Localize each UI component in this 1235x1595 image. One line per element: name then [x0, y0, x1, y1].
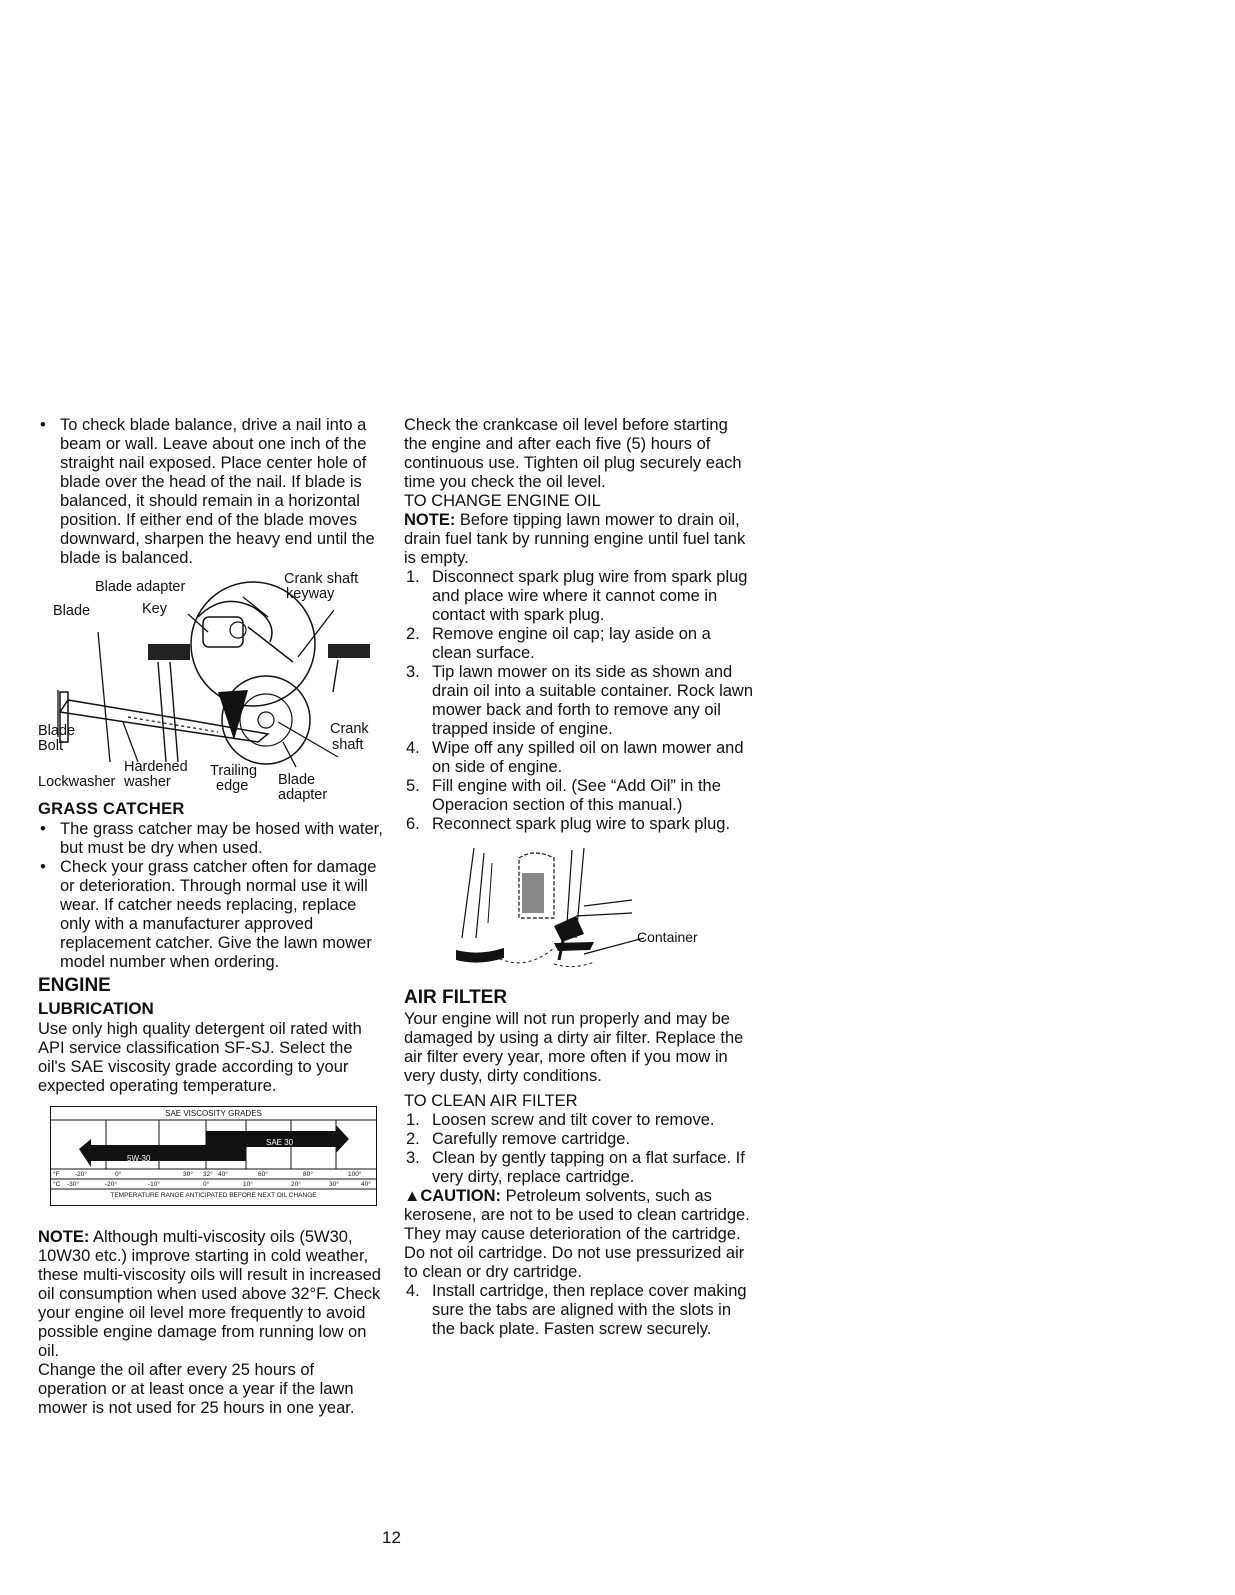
f-tick: 30° [183, 1171, 193, 1178]
c-tick: 20° [291, 1181, 301, 1188]
f-tick: 100° [348, 1171, 362, 1178]
c-tick: 10° [243, 1181, 253, 1188]
lubrication-heading: LUBRICATION [38, 999, 154, 1018]
crank-shaft-keyway-label-2: keyway [286, 586, 335, 602]
step-text: Fill engine with oil. (See “Add Oil” in the Operacion section of this manual.) [432, 777, 721, 814]
step-text: Wipe off any spilled oil on lawn mower and on side of engine. [432, 739, 744, 776]
blade-adapter-bottom-label-1: Blade [278, 772, 316, 788]
lubrication-text: Use only high quality detergent oil rated with API service classification SF-SJ. Select the oil's SAE viscosity grade according to your expected operating temperature. [38, 1020, 362, 1095]
f-tick: 0° [115, 1171, 122, 1178]
oil-step [404, 815, 754, 834]
blade-bolt-label-1: Blade [38, 723, 76, 739]
step-number: 4. [406, 1282, 420, 1300]
c-tick: 0° [203, 1181, 210, 1188]
note-label: NOTE: [38, 1228, 90, 1246]
clean-step [404, 1111, 754, 1130]
step-text: Reconnect spark plug wire to spark plug. [432, 815, 731, 833]
oil-step [404, 777, 754, 815]
step-number: 3. [406, 663, 420, 681]
hardened-washer-label-2: washer [124, 774, 171, 790]
step-number: 2. [406, 625, 420, 643]
page-number: 12 [382, 1528, 401, 1547]
caution-label: CAUTION: [420, 1187, 501, 1205]
multi-viscosity-note [38, 1228, 383, 1361]
clean-step [404, 1282, 754, 1339]
note-text: Before tipping lawn mower to drain oil, drain fuel tank by running engine until fuel tank is empty. [404, 511, 746, 567]
c-tick: 40° [361, 1181, 371, 1188]
warning-triangle-icon: ▲ [404, 1187, 421, 1205]
grass-catcher-heading: GRASS CATCHER [38, 800, 185, 818]
tipping-note [404, 511, 754, 568]
celsius-unit: °C [53, 1181, 61, 1188]
step-number: 4. [406, 739, 420, 757]
caution-text [404, 1187, 754, 1282]
blade-balance-bullet: • To check blade balance, drive a nail into a beam or wall. Leave about one inch of the straight nail exposed. Place center hole of blade over the head of the nail. If blade is balanced, it should remain in a horizontal position. If either end of the blade moves downward, sharpen the heavy end until the blade is balanced. [38, 416, 383, 568]
container-label: Container [637, 929, 698, 945]
step-text: Install cartridge, then replace cover making sure the tabs are aligned with the slots in the back plate. Fasten screw securely. [432, 1282, 747, 1338]
note-text: Although multi-viscosity oils (5W30, 10W30 etc.) improve starting in cold weather, these multi-viscosity oils will result in increased oil consumption when used above 32°F. Check your engine oil level more frequently to avoid possible engine damage from running low on oil. [38, 1228, 381, 1360]
trailing-edge-label-1: Trailing [210, 763, 258, 779]
oil-step [404, 568, 754, 625]
grass-bullet-2: • Check your grass catcher often for damage or deterioration. Through normal use it will wear. If catcher needs replacing, replace only with a manufacturer approved replacement catcher. Give the lawn mower model number when ordering. [38, 858, 383, 972]
step-number: 2. [406, 1130, 420, 1148]
step-text: Tip lawn mower on its side as shown and drain oil into a suitable container. Rock lawn mower back and forth to remove any oil trapped inside of engine. [432, 663, 754, 738]
f-tick: 32° [203, 1171, 213, 1178]
oil-step [404, 739, 754, 777]
blade-bolt-label-2: Bolt [38, 738, 63, 754]
crank-shaft-label-2: shaft [332, 737, 364, 753]
step-number: 1. [406, 568, 420, 586]
step-text: Remove engine oil cap; lay aside on a clean surface. [432, 625, 711, 662]
air-filter-heading: AIR FILTER [404, 987, 508, 1008]
fahrenheit-row [53, 1170, 373, 1179]
step-text: Disconnect spark plug wire from spark plug and place wire where it cannot come in contact with spark plug. [432, 568, 748, 624]
fahrenheit-unit: °F [53, 1171, 60, 1178]
trailing-edge-label-2: edge [216, 778, 249, 794]
blade-adapter-top-label: Blade adapter [95, 579, 186, 595]
hardened-washer-label-1: Hardened [124, 759, 188, 775]
change-oil-heading: TO CHANGE ENGINE OIL [404, 492, 601, 510]
viscosity-chart-title: SAE VISCOSITY GRADES [165, 1109, 262, 1118]
c-tick: -10° [148, 1181, 160, 1188]
f-tick: -20° [75, 1171, 87, 1178]
clean-step [404, 1130, 754, 1149]
step-text: Loosen screw and tilt cover to remove. [432, 1111, 715, 1129]
step-number: 3. [406, 1149, 420, 1167]
step-text: Clean by gently tapping on a flat surface. If very dirty, replace cartridge. [432, 1149, 745, 1186]
step-number: 5. [406, 777, 420, 795]
note-label: NOTE: [404, 511, 456, 529]
mower-tipped-illustration [404, 838, 744, 978]
f-tick: 80° [303, 1171, 313, 1178]
right-column [404, 416, 754, 1339]
viscosity-chart-footer: TEMPERATURE RANGE ANTICIPATED BEFORE NEXT OIL CHANGE [110, 1192, 317, 1199]
f-tick: 60° [258, 1171, 268, 1178]
oil-step [404, 663, 754, 739]
step-number: 1. [406, 1111, 420, 1129]
sae-viscosity-chart [50, 1106, 377, 1206]
f-tick: 40° [218, 1171, 228, 1178]
oil-change-interval-text: Change the oil after every 25 hours of operation or at least once a year if the lawn mower is not used for 25 hours in one year. [38, 1361, 355, 1417]
grass-bullet-1: • The grass catcher may be hosed with water, but must be dry when used. [38, 820, 383, 858]
oil-drain-illustration [404, 838, 744, 978]
sae30-label: SAE 30 [266, 1138, 294, 1147]
key-label: Key [142, 601, 167, 617]
c-tick: 30° [329, 1181, 339, 1188]
crankcase-check-text: Check the crankcase oil level before starting the engine and after each five (5) hours of continuous use. Tighten oil plug securely each time you check the oil level. [404, 416, 742, 491]
left-column [38, 416, 383, 1418]
c-tick: -30° [67, 1181, 79, 1188]
engine-heading: ENGINE [38, 975, 111, 996]
blade-label: Blade [53, 603, 91, 619]
step-text: Carefully remove cartridge. [432, 1130, 631, 1148]
clean-air-filter-heading: TO CLEAN AIR FILTER [404, 1092, 578, 1110]
clean-step [404, 1149, 754, 1187]
celsius-row [53, 1180, 373, 1189]
step-number: 6. [406, 815, 420, 833]
blade-adapter-bottom-label-2: adapter [278, 787, 328, 803]
lockwasher-label: Lockwasher [38, 774, 116, 790]
blade-assembly-diagram [38, 571, 383, 803]
crank-shaft-label-1: Crank [330, 721, 369, 737]
air-filter-text: Your engine will not run properly and may be damaged by using a dirty air filter. Replace the air filter every year, more often if you mow in very dusty, dirty conditions. [404, 1010, 744, 1085]
caution-body: Petroleum solvents, such as kerosene, are not to be used to clean cartridge. They may cause deterioration of the cartridge. Do not oil cartridge. Do not use pressurized air to clean or dry cartridge. [404, 1187, 750, 1281]
5w30-label: 5W-30 [127, 1154, 151, 1163]
crank-shaft-keyway-label-1: Crank shaft [284, 571, 359, 587]
c-tick: -20° [105, 1181, 117, 1188]
oil-step [404, 625, 754, 663]
